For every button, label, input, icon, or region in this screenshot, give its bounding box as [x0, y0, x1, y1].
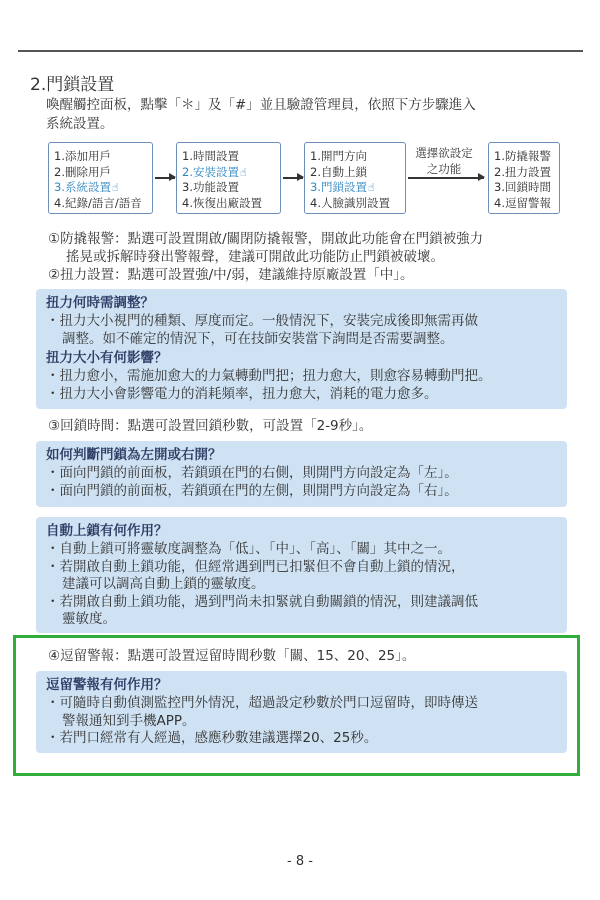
panel-line: ・扭力愈小，需施加愈大的力氣轉動門把；扭力愈大，則愈容易轉動門把。: [46, 368, 492, 384]
arrow-icon: [155, 177, 175, 179]
panel-heading: 扭力大小有何影響？: [46, 350, 168, 366]
flow-box-install-settings: 1.開門方向 2.自動上鎖 3.門鎖設置☝ 4.人臉識別設置: [304, 142, 406, 214]
flow-highlight: 2.安裝設置: [182, 164, 239, 179]
flow-box-lock-settings: 1.防撬報警 2.扭力設置 3.回鎖時間 4.逗留警報: [488, 142, 560, 214]
section-title: 2.門鎖設置: [30, 75, 115, 95]
panel-line: ・若開啟自動上鎖功能，但經常遇到門已扣緊但不會自動上鎖的情況， 建議可以調高自動上鎖的靈敏度。: [46, 558, 465, 592]
panel-line: ・面向門鎖的前面板，若鎖頭在門的右側，則開門方向設定為「左」。: [46, 465, 458, 481]
note-torque: ②扭力設置：點選可設置強/中/弱，建議維持原廠設置「中」。: [48, 267, 414, 283]
note-linger: ④逗留警報：點選可設置逗留時間秒數「關、15、20、25」。: [48, 648, 416, 664]
flow-box-main-menu: 1.添加用戶 2.刪除用戶 3.系統設置☝ 4.紀錄/語言/語音: [48, 142, 153, 214]
flow-highlight: 3.門鎖設置: [310, 180, 367, 194]
panel-heading: 逗留警報有何作用？: [46, 677, 168, 693]
panel-line: ・自動上鎖可將靈敏度調整為「低」、「中」、「高」、「關」其中之一。: [46, 541, 451, 557]
panel-heading: 扭力何時需調整？: [46, 295, 154, 311]
panel-line: ・面向門鎖的前面板，若鎖頭在門的左側，則開門方向設定為「右」。: [46, 482, 458, 499]
panel-line: ・可隨時自動偵測監控門外情況，超過設定秒數於門口逗留時，即時傳送 警報通知到手機APP。: [46, 695, 478, 729]
hand-pointer-icon: ☝: [111, 181, 119, 194]
panel-heading: 如何判斷門鎖為左開或右開？: [46, 447, 222, 463]
settings-flow-diagram: [48, 142, 568, 218]
panel-heading: 自動上鎖有何作用？: [46, 523, 168, 539]
flow-box-system-settings: 1.時間設置 2.安裝設置☝ 3.功能設置 4.恢復出廠設置: [176, 142, 281, 214]
arrow-icon: [408, 177, 484, 179]
note-anti-pry: ①防撬報警：點選可設置開啟/關閉防撬報警，開啟此功能會在門鎖被強力 搖晃或拆解時發出警報聲，建議可開啟此功能防止門鎖被破壞。: [48, 231, 484, 265]
arrow-label: 選擇欲設定 之功能: [415, 146, 473, 176]
panel-auto-lock: [36, 517, 567, 633]
panel-line: ・若開啟自動上鎖功能，遇到門尚未扣緊就自動關鎖的情況，則建議調低 靈敏度。: [46, 593, 478, 627]
panel-torque: [36, 289, 567, 409]
hand-pointer-icon: ☝: [239, 165, 247, 179]
page-number: - 8 -: [287, 854, 313, 869]
panel-line: ・若門口經常有人經過，感應秒數建議選擇20、25秒。: [46, 730, 378, 746]
top-divider: [18, 50, 583, 52]
intro-text: 喚醒觸控面板，點擊「＊」及「#」並且驗證管理員，依照下方步驟進入 系統設置。: [46, 97, 476, 132]
panel-line: ・扭力大小會影響電力的消耗頻率，扭力愈大，消耗的電力愈多。: [46, 385, 438, 402]
note-relock: ③回鎖時間：點選可設置回鎖秒數，可設置「2-9秒」。: [48, 418, 373, 434]
panel-door-direction: [36, 441, 567, 507]
hand-pointer-icon: ☝: [367, 181, 375, 194]
panel-linger-alarm: [36, 671, 567, 753]
arrow-icon: [283, 177, 303, 179]
panel-line: ・扭力大小視門的種類、厚度而定。一般情況下，安裝完成後即無需再做 調整。如不確定的情況下，可在技師安裝當下詢問是否需要調整。: [46, 313, 478, 347]
flow-highlight: 3.系統設置: [54, 180, 111, 194]
